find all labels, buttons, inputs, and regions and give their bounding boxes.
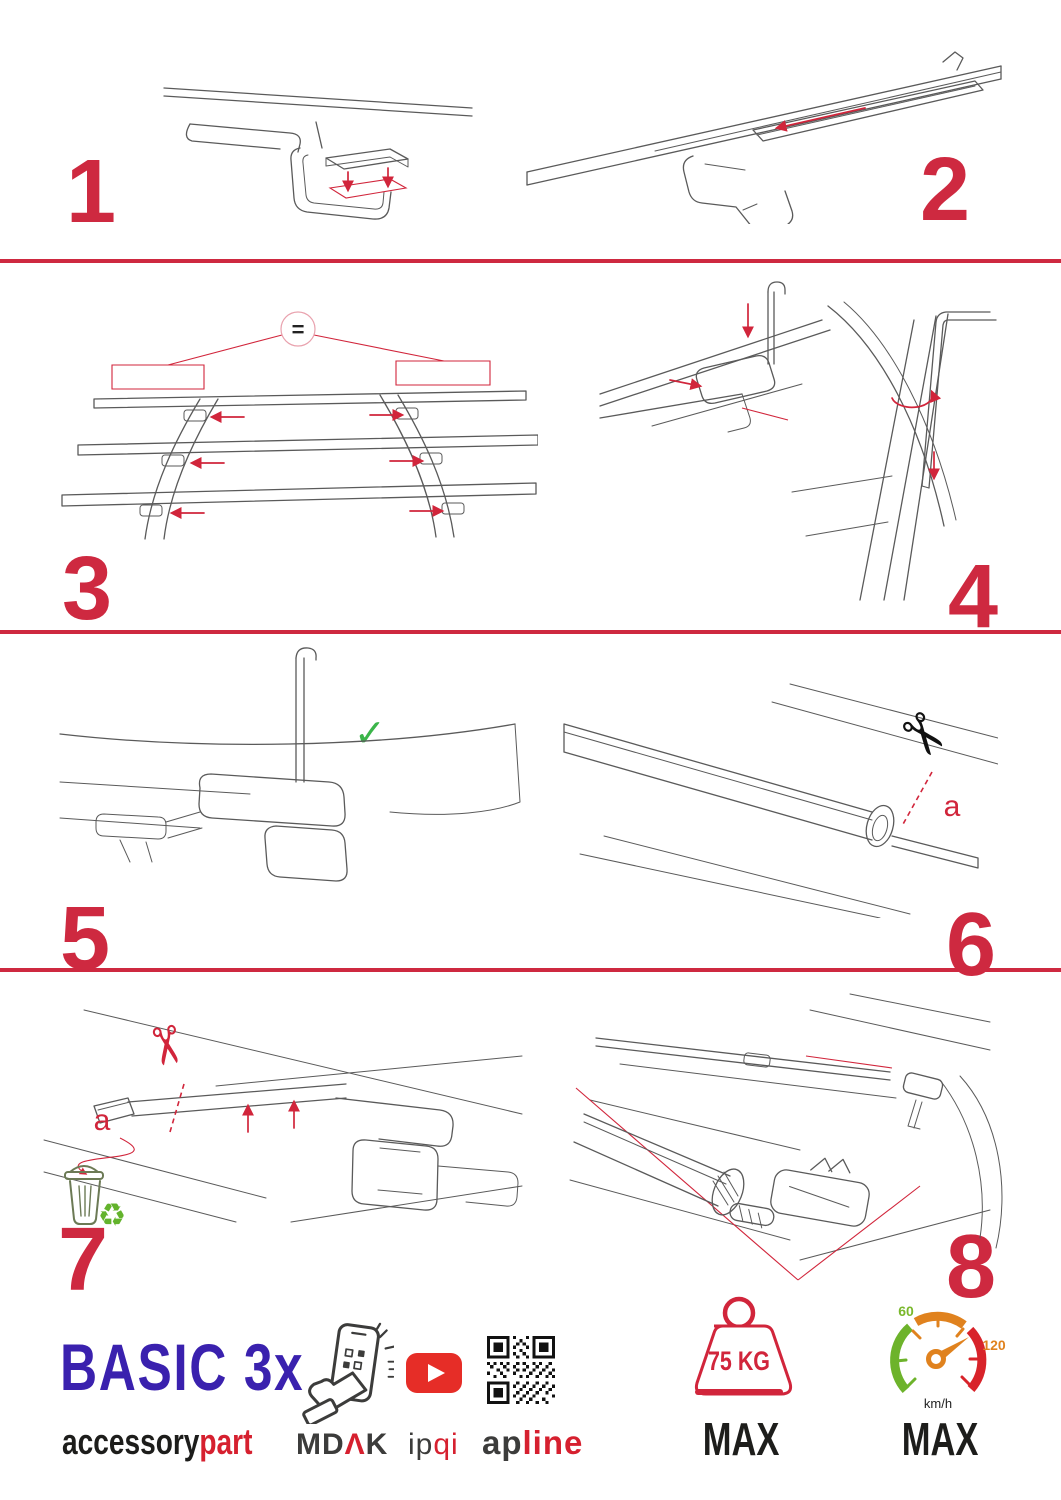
max-load-icon: [668, 1294, 810, 1414]
hook-arrow: [670, 380, 700, 386]
equal-symbol: =: [291, 317, 305, 342]
step-5-illustration: [50, 642, 530, 907]
zoom-callout-lines: [576, 1088, 920, 1280]
slide-arrow: [777, 108, 865, 128]
partner-ipqi: ipqi: [408, 1428, 459, 1461]
gauge-unit: km/h: [923, 1396, 953, 1411]
gauge-low: 60: [898, 1303, 914, 1319]
max-load-label: MAX: [702, 1413, 780, 1465]
part-a-label: a: [93, 1104, 111, 1137]
step-1-illustration: [150, 38, 480, 243]
step-7-illustration: [36, 990, 524, 1242]
step-8-illustration: [560, 980, 1025, 1286]
step-7-number: 7: [58, 1210, 109, 1310]
step-3-illustration: [48, 285, 538, 540]
part-a-label: a: [943, 790, 961, 823]
max-speed-label: MAX: [901, 1413, 979, 1465]
scan-phone-icon: [298, 1322, 394, 1424]
step-5-number: 5: [60, 889, 111, 989]
scissors-icon-red: ✂: [132, 1019, 198, 1073]
step-8-number: 8: [946, 1217, 997, 1317]
partner-mdak: MDΛK: [296, 1428, 389, 1461]
qr-code: [487, 1336, 555, 1404]
youtube-icon: [406, 1353, 462, 1393]
check-icon: ✓: [354, 713, 386, 755]
section-divider-1: [0, 259, 1061, 263]
step-3-number: 3: [62, 539, 113, 639]
load-value: 75 KG: [708, 1346, 770, 1376]
insert-down-arrows: [348, 168, 388, 190]
cut-line: [170, 1084, 184, 1132]
flush-arrows: [248, 1102, 294, 1132]
step-1-number: 1: [66, 142, 117, 242]
recycle-icon: ♻: [97, 1197, 127, 1233]
step-6-number: 6: [946, 895, 997, 995]
brand-red: part: [199, 1421, 253, 1462]
step-2-illustration: [515, 24, 1010, 224]
scissors-icon: ✂: [883, 697, 963, 773]
section-divider-2: [0, 630, 1061, 634]
max-speed-icon: [870, 1296, 1010, 1416]
pad-target-outline: [330, 179, 406, 198]
push-arrows: [172, 415, 442, 513]
step-2-number: 2: [920, 140, 971, 240]
step-4-number: 4: [948, 547, 999, 647]
gauge-high: 120: [982, 1337, 1006, 1353]
left-dimension-bracket: [112, 365, 204, 389]
right-dimension-bracket: [396, 361, 490, 385]
partner-apline: apline: [482, 1424, 584, 1461]
section-divider-3: [0, 968, 1061, 972]
cut-line: [902, 772, 932, 826]
brand-black: accessory: [62, 1421, 200, 1462]
brand-wordmark: [62, 1421, 306, 1462]
step-4-illustration: [592, 276, 1017, 601]
step-6-illustration: [550, 676, 998, 918]
product-logo-text: BASIC 3x: [60, 1330, 305, 1404]
